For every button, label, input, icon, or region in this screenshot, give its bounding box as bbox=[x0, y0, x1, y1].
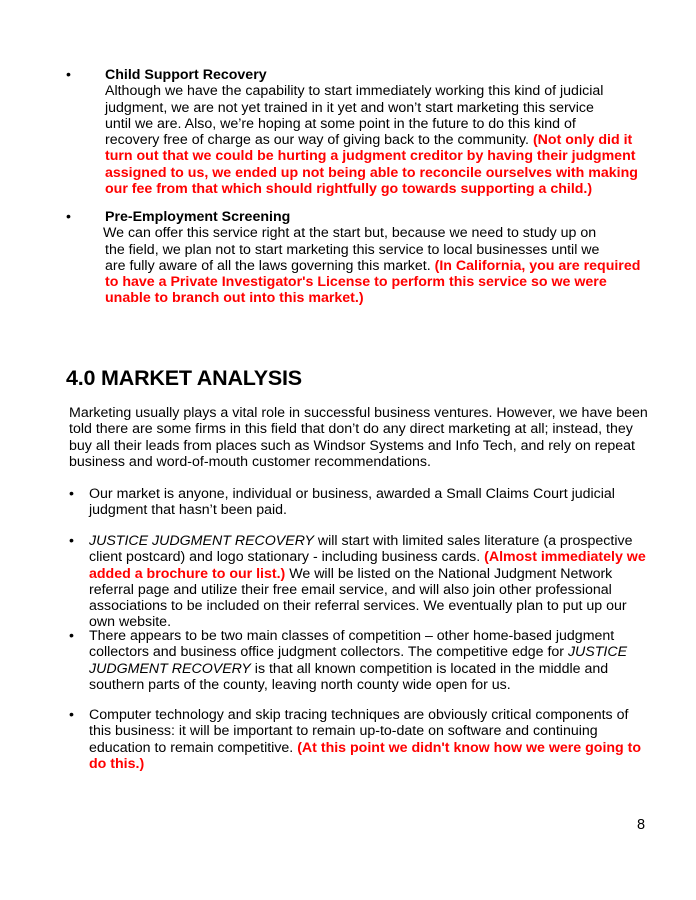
page-number: 8 bbox=[637, 817, 646, 833]
service-line: We can offer this service right at the start but, because we need to study up on bbox=[103, 225, 597, 242]
red-annotation: (At this point we didn't know how we were going to do this.) bbox=[89, 739, 642, 772]
red-annotation: (Not only did it turn out that we could be hurting a judgment creditor by having their judgment assigned to us, we ended up not being able to reconcile ourselves with making our fee from that which should rightfully go towards supporting a child.) bbox=[105, 132, 638, 198]
market-bullet bbox=[69, 707, 654, 772]
bullet-text: Computer technology and skip tracing techniques are obviously critical components of this business: it will be important to remain up-to-date on software and continuing education to remain competitive. (At this point we didn't know how we were going to do this.) bbox=[89, 707, 642, 772]
service-line: are fully aware of all the laws governing this market. bbox=[105, 257, 435, 274]
company-name: JUSTICE JUDGMENT RECOVERY bbox=[89, 644, 628, 677]
bullet: • bbox=[69, 486, 74, 502]
section-heading: 4.0 MARKET ANALYSIS bbox=[66, 366, 302, 390]
service-child-support-recovery bbox=[66, 67, 666, 197]
company-name: JUSTICE JUDGMENT RECOVERY bbox=[89, 533, 314, 549]
service-line: until we are. Also, we’re hoping at some point in the future to do this kind of bbox=[105, 115, 576, 132]
intro-paragraph: Marketing usually plays a vital role in successful business ventures. However, we have been told there are some firms in this field that don’t do any direct marketing at all; instead, they buy all their leads from places such as Windsor Systems and Info Tech, and rely on repeat business and word-of-mouth customer recommendations. bbox=[69, 405, 648, 470]
market-bullet bbox=[69, 628, 654, 693]
service-line: Although we have the capability to start immediately working this kind of judicial bbox=[105, 83, 604, 100]
bullet: • bbox=[69, 628, 74, 644]
bullet: • bbox=[69, 707, 74, 723]
service-annotated-text bbox=[105, 258, 650, 307]
service-line: recovery free of charge as our way of giving back to the community. bbox=[105, 132, 533, 149]
red-annotation: (Almost immediately we added a brochure to our list.) bbox=[89, 549, 646, 582]
bullet-text: There appears to be two main classes of competition – other home-based judgment collectors and business office judgment collectors. The competitive edge for JUSTICE JUDGMENT RECOVERY is that all known competition is located in the middle and southern parts of the county, leaving north county wide open for us. bbox=[89, 628, 628, 693]
market-bullet bbox=[69, 533, 654, 631]
market-bullet bbox=[69, 486, 654, 519]
service-title: Pre-Employment Screening bbox=[105, 209, 291, 225]
bullet: • bbox=[66, 209, 71, 225]
service-pre-employment-screening bbox=[66, 209, 666, 307]
service-annotated-text bbox=[105, 132, 650, 197]
bullet-text: Our market is anyone, individual or business, awarded a Small Claims Court judicial judgment that hasn’t been paid. bbox=[89, 486, 615, 519]
service-line: the field, we plan not to start marketing this service to local businesses until we bbox=[105, 241, 600, 258]
service-title: Child Support Recovery bbox=[105, 67, 267, 83]
service-line: judgment, we are not yet trained in it yet and won’t start marketing this service bbox=[105, 99, 594, 116]
bullet: • bbox=[69, 533, 74, 549]
bullet: • bbox=[66, 67, 71, 83]
bullet-text: JUSTICE JUDGMENT RECOVERY will start with limited sales literature (a prospective client postcard) and logo stationary - including business cards. (Almost immediately we added a brochure to our list.) We will be listed on the National Judgment Network referral page and utilize their free email service, and will also join other professional associations to be included on their referral services. We eventually plan to put up our own website. bbox=[89, 533, 646, 631]
red-annotation: (In California, you are required to have a Private Investigator's License to perform this service so we were unable to branch out into this market.) bbox=[105, 257, 641, 307]
